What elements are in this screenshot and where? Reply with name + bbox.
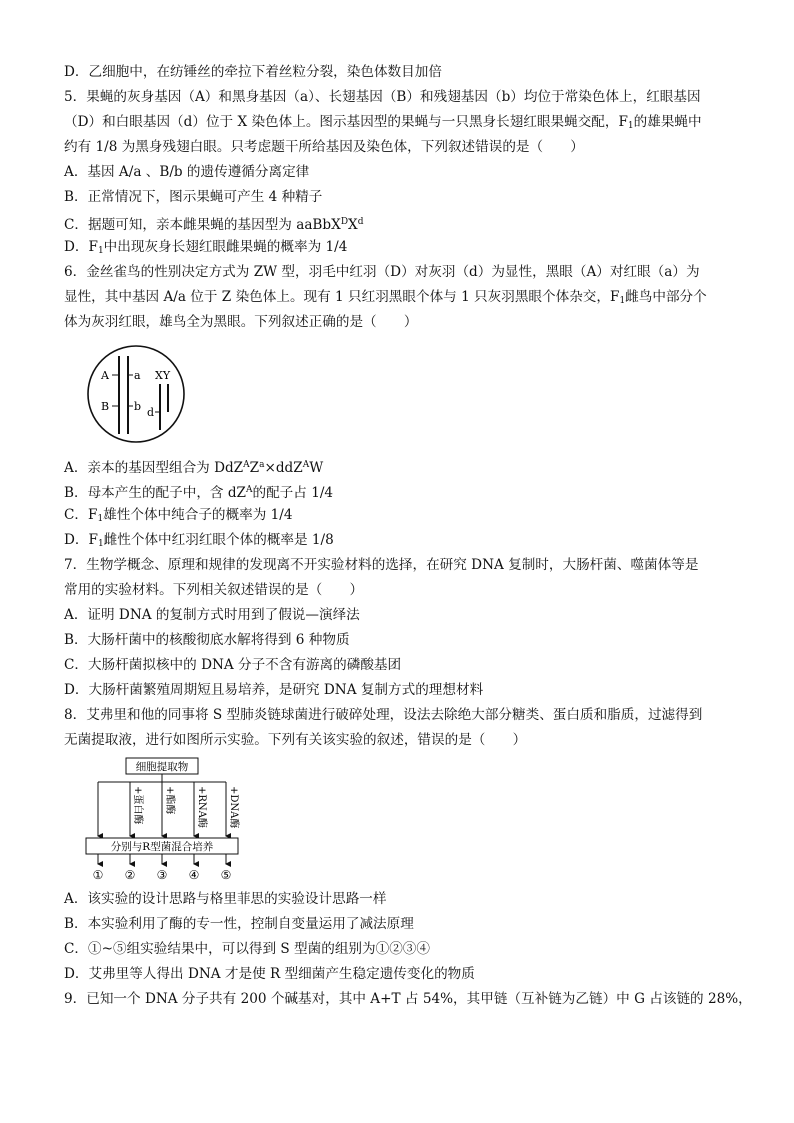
- q6-option-a-text: A．亲本的基因型组合为 DdZ: [64, 460, 244, 476]
- gene-label-B: B: [101, 400, 110, 413]
- q7-option-b: B．大肠杆菌中的核酸彻底水解将得到 6 种物质: [64, 632, 350, 648]
- cell-outline: [88, 346, 184, 442]
- gene-label-b: b: [134, 400, 142, 413]
- question-9: [64, 987, 752, 1012]
- enzyme-label-dnase: +DNA酶: [228, 786, 239, 829]
- q6-option-d: [64, 528, 744, 553]
- q6-option-c: [64, 503, 744, 528]
- q5-option-d: [64, 235, 744, 260]
- q6-option-c-post: 雄性个体中纯合子的概率为 1/4: [103, 507, 293, 523]
- q8-option-d: D．艾弗里等人得出 DNA 才是使 R 型细菌产生稳定遗传变化的物质: [64, 966, 475, 982]
- superscript: A: [243, 460, 250, 470]
- q7-stem-line-1: 7．生物学概念、原理和规律的发现离不开实验材料的选择，在研究 DNA 复制时，大肠杆菌、噬菌体等是: [64, 557, 699, 573]
- q5-stem-line-2a: （D）和白眼基因（d）位于 X 染色体上。图示基因型的果蝇与一只黑身长翅红眼果蝇交配，F: [64, 114, 628, 130]
- superscript: A: [302, 460, 310, 470]
- q6-option-c-pre: C．F: [64, 507, 98, 523]
- group-number-4: ④: [188, 868, 200, 882]
- subscript: 1: [97, 539, 104, 549]
- q5-option-d-pre: D．F: [64, 239, 98, 255]
- mix-culture-label: 分别与R型菌混合培养: [110, 841, 214, 853]
- q8-stem-line-1: 8．艾弗里和他的同事将 S 型肺炎链球菌进行破碎处理，设法去除绝大部分糖类、蛋白质和脂质，过滤得到: [64, 707, 703, 723]
- avery-experiment-figure: [84, 756, 744, 884]
- q6-option-d-pre: D．F: [64, 532, 98, 548]
- q6-option-a-post: W: [309, 460, 324, 476]
- q7-option-c: C．大肠杆菌拟核中的 DNA 分子不含有游离的磷酸基团: [64, 657, 402, 673]
- q8-option-a: A．该实验的设计思路与格里菲思的实验设计思路一样: [64, 891, 387, 907]
- q6-stem-line-2b: 雌鸟中部分个: [625, 289, 707, 305]
- question-5: [64, 85, 744, 260]
- q7-option-d: D．大肠杆菌繁殖周期短且易培养，是研究 DNA 复制方式的理想材料: [64, 682, 484, 698]
- q8-stem-line-2: 无菌提取液，进行如图所示实验。下列有关该实验的叙述，错误的是（ ）: [64, 732, 527, 748]
- q6-stem-line-1: 6．金丝雀鸟的性别决定方式为 ZW 型，羽毛中红羽（D）对灰羽（d）为显性，黑眼（A）对红眼（a）为: [64, 264, 700, 280]
- q5-option-b: B．正常情况下，图示果蝇可产生 4 种精子: [64, 189, 323, 205]
- cell-diagram: [76, 338, 206, 450]
- superscript: A: [246, 485, 253, 495]
- q6-stem-line-3: 体为灰羽红眼，雄鸟全为黑眼。下列叙述正确的是（ ）: [64, 314, 418, 330]
- superscript: d: [357, 217, 364, 227]
- q5-stem-line-1: 5．果蝇的灰身基因（A）和黑身基因（a）、长翅基因（B）和残翅基因（b）均位于常染色体上，红眼基因: [64, 89, 701, 105]
- q5-option-c: [64, 210, 744, 235]
- enzyme-label-esterase: +酯酶: [164, 786, 175, 815]
- gene-label-a: a: [134, 369, 141, 382]
- q8-option-c: C．①~⑤组实验结果中，可以得到 S 型菌的组别为①②③④: [64, 941, 430, 957]
- q6-option-b-text: B．母本产生的配子中，含 dZ: [64, 485, 246, 501]
- experiment-flow-diagram: [84, 756, 284, 884]
- q6-stem-line-2a: 显性，其中基因 A/a 位于 Z 染色体上。现有 1 只红羽黑眼个体与 1 只灰羽黑眼个体杂交，F: [64, 289, 620, 305]
- q6-option-b: [64, 478, 744, 503]
- q6-stem-line-2: [64, 285, 744, 310]
- q5-option-a: A．基因 A/a 、B/b 的遗传遵循分离定律: [64, 164, 310, 180]
- question-7: [64, 553, 744, 703]
- question-6: [64, 260, 744, 553]
- q6-option-a-mid: ×ddZ: [264, 460, 303, 476]
- superscript: D: [340, 217, 349, 227]
- group-number-5: ⑤: [220, 868, 232, 882]
- subscript: 1: [97, 514, 104, 524]
- gene-label-d: d: [147, 406, 155, 419]
- enzyme-label-protease: +蛋白酶: [132, 786, 143, 825]
- q6-option-a: [64, 453, 744, 478]
- group-number-2: ②: [124, 868, 136, 882]
- q8-option-b: B．本实验利用了酶的专一性，控制自变量运用了减法原理: [64, 916, 414, 932]
- gene-label-XY: XY: [155, 369, 171, 382]
- q6-option-b-post: 的配子占 1/4: [252, 485, 334, 501]
- q9-stem-line-1: 9．已知一个 DNA 分子共有 200 个碱基对，其中 A+T 占 54%，其甲链（互补链为乙链）中 G 占该链的 28%，: [64, 991, 752, 1007]
- cell-extract-label: 细胞提取物: [135, 761, 189, 773]
- superscript: a: [259, 460, 265, 470]
- q6-option-a-mid: Z: [249, 460, 260, 476]
- q5-stem-line-2: [64, 110, 744, 135]
- q7-stem-line-2: 常用的实验材料。下列相关叙述错误的是（ ）: [64, 582, 364, 598]
- prev-option-d: D．乙细胞中，在纺锤丝的牵拉下着丝粒分裂，染色体数目加倍: [64, 64, 442, 80]
- exam-page: [64, 60, 752, 1012]
- q5-stem-line-2b: 的雄果蝇中: [633, 114, 702, 130]
- enzyme-label-rnase: +RNA酶: [196, 786, 207, 828]
- q5-option-c-text: C．据题可知，亲本雌果蝇的基因型为 aaBbX: [64, 217, 341, 233]
- chromosome-cell-figure: [76, 338, 744, 450]
- q5-option-d-post: 中出现灰身长翅红眼雌果蝇的概率为 1/4: [103, 239, 348, 255]
- subscript: 1: [627, 121, 634, 131]
- subscript: 1: [619, 296, 626, 306]
- group-number-1: ①: [92, 868, 104, 882]
- q5-option-c-mid: X: [348, 217, 358, 233]
- group-number-3: ③: [156, 868, 168, 882]
- q6-option-d-post: 雌性个体中红羽红眼个体的概率是 1/8: [103, 532, 334, 548]
- question-8: [64, 703, 744, 987]
- q7-option-a: A．证明 DNA 的复制方式时用到了假说—演绎法: [64, 607, 360, 623]
- q5-stem-line-3: 约有 1/8 为黑身残翅白眼。只考虑题干所给基因及染色体，下列叙述错误的是（ ）: [64, 139, 584, 155]
- gene-label-A: A: [101, 369, 109, 382]
- subscript: 1: [97, 246, 104, 256]
